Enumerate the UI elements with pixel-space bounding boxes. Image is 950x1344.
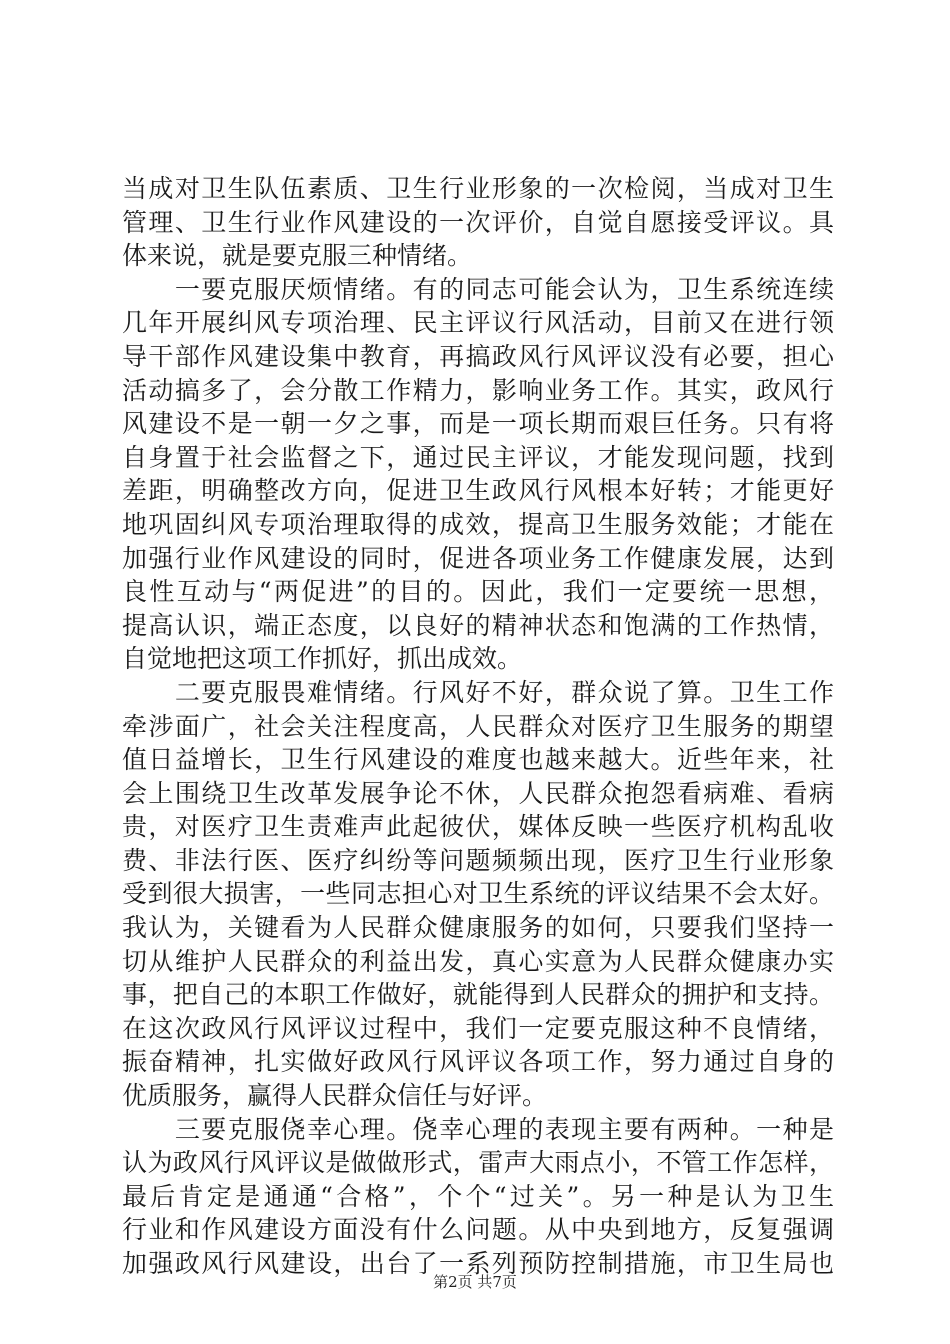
text-line: 加强政风行风建设，出台了一系列预防控制措施，市卫生局也 xyxy=(122,1249,834,1278)
text-line: 自身置于社会监督之下，通过民主评议，才能发现问题，找到 xyxy=(122,442,834,472)
text-line: 在这次政风行风评议过程中，我们一定要克服这种不良情绪， xyxy=(122,1013,834,1043)
text-line: 优质服务，赢得人民群众信任与好评。 xyxy=(122,1081,548,1111)
text-line: 几年开展纠风专项治理、民主评议行风活动，目前又在进行领 xyxy=(122,308,834,338)
text-line: 差距，明确整改方向，促进卫生政风行风根本好转；才能更好 xyxy=(122,476,834,506)
text-line: 我认为，关键看为人民群众健康服务的如何，只要我们坚持一 xyxy=(122,913,834,943)
text-line: 体来说，就是要克服三种情绪。 xyxy=(122,241,473,271)
text-line: 风建设不是一朝一夕之事，而是一项长期而艰巨任务。只有将 xyxy=(122,409,834,439)
text-line: 振奋精神，扎实做好政风行风评议各项工作，努力通过自身的 xyxy=(122,1047,834,1077)
text-line: 受到很大损害，一些同志担心对卫生系统的评议结果不会太好。 xyxy=(122,879,834,909)
text-line: 管理、卫生行业作风建设的一次评价，自觉自愿接受评议。具 xyxy=(122,207,834,237)
text-line: 加强行业作风建设的同时，促进各项业务工作健康发展，达到 xyxy=(122,543,834,573)
text-line: 费、非法行医、医疗纠纷等问题频频出现，医疗卫生行业形象 xyxy=(122,845,834,875)
text-line: 最后肯定是通通“合格”，个个“过关”。另一种是认为卫生 xyxy=(122,1181,834,1211)
text-line: 会上围绕卫生改革发展争论不休，人民群众抱怨看病难、看病 xyxy=(122,778,834,808)
text-line: 良性互动与“两促进”的目的。因此，我们一定要统一思想， xyxy=(122,577,834,607)
text-line: 自觉地把这项工作抓好，抓出成效。 xyxy=(122,644,523,674)
text-line: 当成对卫生队伍素质、卫生行业形象的一次检阅，当成对卫生 xyxy=(122,174,834,203)
text-line: 三要克服侥幸心理。侥幸心理的表现主要有两种。一种是 xyxy=(122,1114,834,1144)
text-line: 值日益增长，卫生行风建设的难度也越来越大。近些年来，社 xyxy=(122,745,834,775)
text-line: 认为政风行风评议是做做形式，雷声大雨点小，不管工作怎样， xyxy=(122,1148,834,1178)
text-line: 牵涉面广，社会关注程度高，人民群众对医疗卫生服务的期望 xyxy=(122,711,834,741)
page-footer: 第2页 共7页 xyxy=(433,1273,517,1291)
text-line: 地巩固纠风专项治理取得的成效，提高卫生服务效能；才能在 xyxy=(122,509,834,539)
text-line: 提高认识，端正态度，以良好的精神状态和饱满的工作热情， xyxy=(122,610,834,640)
text-line: 活动搞多了，会分散工作精力，影响业务工作。其实，政风行 xyxy=(122,375,834,405)
text-line: 导干部作风建设集中教育，再搞政风行风评议没有必要，担心 xyxy=(122,341,834,371)
text-line: 一要克服厌烦情绪。有的同志可能会认为，卫生系统连续 xyxy=(122,274,834,304)
text-line: 贵，对医疗卫生责难声此起彼伏，媒体反映一些医疗机构乱收 xyxy=(122,812,834,842)
text-line: 二要克服畏难情绪。行风好不好，群众说了算。卫生工作 xyxy=(122,677,834,707)
text-line: 事，把自己的本职工作做好，就能得到人民群众的拥护和支持。 xyxy=(122,980,834,1010)
text-line: 行业和作风建设方面没有什么问题。从中央到地方，反复强调 xyxy=(122,1215,834,1245)
text-line: 切从维护人民群众的利益出发，真心实意为人民群众健康办实 xyxy=(122,946,834,976)
body-text xyxy=(122,172,834,1281)
